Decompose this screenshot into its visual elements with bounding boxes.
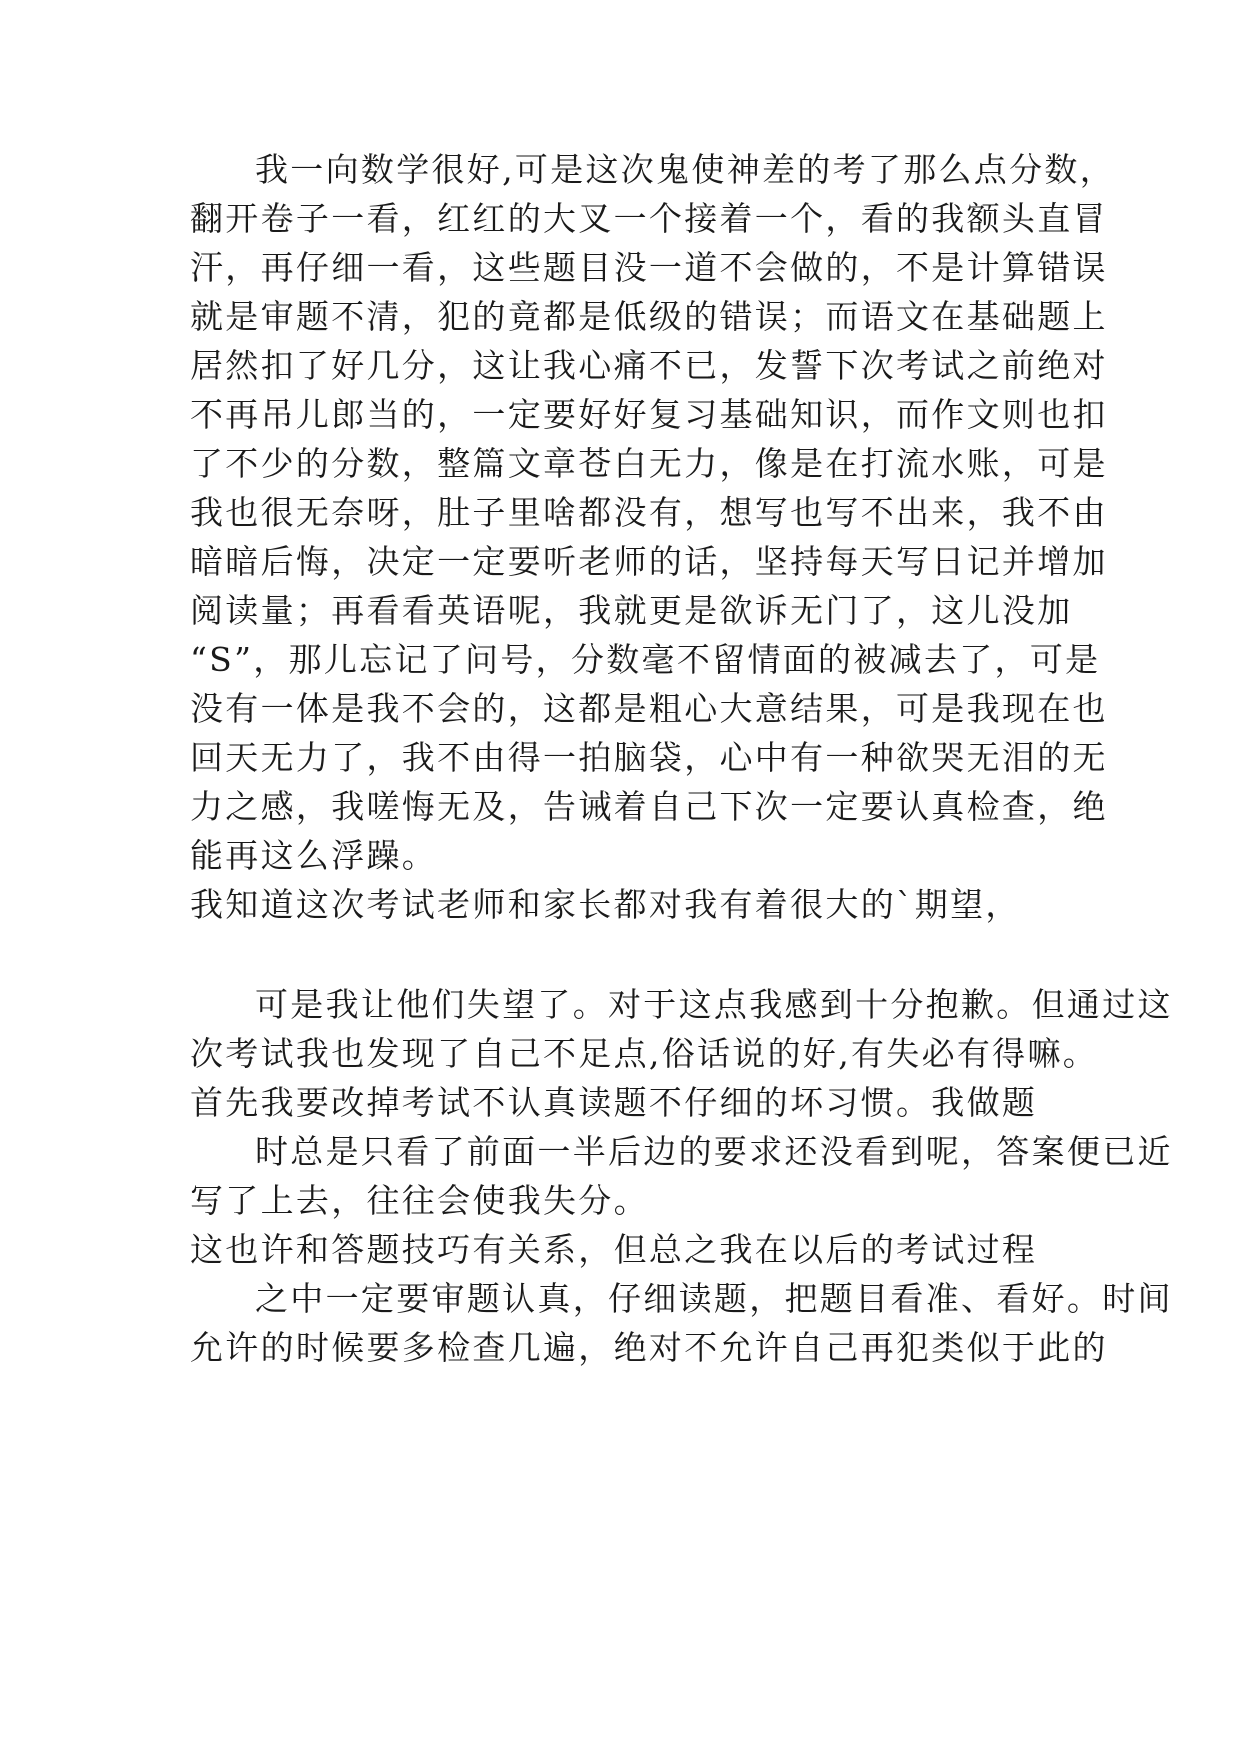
text-line: 不再吊儿郎当的，一定要好好复习基础知识，而作文则也扣 bbox=[190, 395, 1108, 434]
text-line: 我知道这次考试老师和家长都对我有着很大的`期望， bbox=[190, 885, 1021, 924]
text-line: 这也许和答题技巧有关系，但总之我在以后的考试过程 bbox=[190, 1230, 1038, 1269]
text-line: 阅读量；再看看英语呢，我就更是欲诉无门了，这儿没加 bbox=[190, 591, 1073, 630]
text-line: 汗，再仔细一看，这些题目没一道不会做的，不是计算错误 bbox=[190, 248, 1108, 287]
text-line: 没有一体是我不会的，这都是粗心大意结果，可是我现在也 bbox=[190, 689, 1108, 728]
text-line: 我一向数学很好,可是这次鬼使神差的考了那么点分数， bbox=[255, 150, 1115, 189]
text-line: 了不少的分数，整篇文章苍白无力，像是在打流水账，可是 bbox=[190, 444, 1108, 483]
text-line: 居然扣了好几分，这让我心痛不已，发誓下次考试之前绝对 bbox=[190, 346, 1108, 385]
text-line: 可是我让他们失望了。对于这点我感到十分抱歉。但通过这 bbox=[255, 985, 1173, 1024]
text-line: 能再这么浮躁。 bbox=[190, 836, 438, 875]
text-line: 力之感，我嗟悔无及，告诫着自己下次一定要认真检查，绝 bbox=[190, 787, 1108, 826]
text-line: 允许的时候要多检查几遍，绝对不允许自己再犯类似于此的 bbox=[190, 1328, 1108, 1367]
text-line: 次考试我也发现了自己不足点,俗话说的好,有失必有得嘛。 bbox=[190, 1034, 1099, 1073]
text-line: 暗暗后悔，决定一定要听老师的话，坚持每天写日记并增加 bbox=[190, 542, 1108, 581]
text-line: 时总是只看了前面一半后边的要求还没看到呢，答案便已近 bbox=[255, 1132, 1173, 1171]
text-line: 写了上去，往往会使我失分。 bbox=[190, 1181, 649, 1220]
text-line: 首先我要改掉考试不认真读题不仔细的坏习惯。我做题 bbox=[190, 1083, 1038, 1122]
text-line: 就是审题不清，犯的竟都是低级的错误；而语文在基础题上 bbox=[190, 297, 1108, 336]
text-line: “S”，那儿忘记了问号，分数毫不留情面的被减去了，可是 bbox=[190, 640, 1101, 679]
text-line: 之中一定要审题认真，仔细读题，把题目看准、看好。时间 bbox=[255, 1279, 1173, 1318]
text-line: 我也很无奈呀，肚子里啥都没有，想写也写不出来，我不由 bbox=[190, 493, 1108, 532]
text-line: 回天无力了，我不由得一拍脑袋，心中有一种欲哭无泪的无 bbox=[190, 738, 1108, 777]
text-line: 翻开卷子一看，红红的大叉一个接着一个，看的我额头直冒 bbox=[190, 199, 1108, 238]
